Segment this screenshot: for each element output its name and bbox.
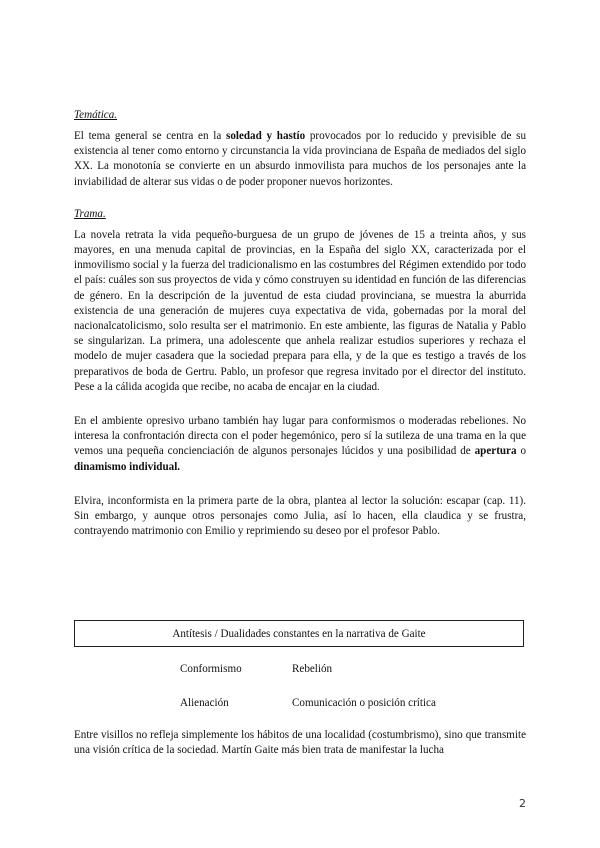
bold-soledad-hastio: soledad y hastío	[226, 130, 306, 142]
text-run: o	[516, 445, 526, 458]
page-number: 2	[519, 797, 526, 810]
antitesis-title: Antítesis / Dualidades constantes en la narrativa de Gaite	[172, 627, 426, 640]
document-body	[74, 108, 526, 539]
paragraph-trama-1: La novela retrata la vida pequeño-burguesa de un grupo de jóvenes de 15 a treinta años, y sus mayores, en una menuda capital de provincias, en la España del siglo XX, caracterizada por el inmovilismo social y la fuerza del tradicionalismo en las costumbres del Régimen extendido por todo el país: cuáles son sus proyectos de vida y cómo construyen su identidad en función de las diferencias de género. En la descripción de la juventud de esta ciudad provinciana, se muestra la aburrida existencia de una generación de mujeres cuya expectativa de vida, gobernadas por la moral del nacionalcatolicismo, solo resulta ser el matrimonio. En este ambiente, las figuras de Natalia y Pablo se singularizan. La primera, una adolescente que anhela realizar estudios superiores y rechaza el modelo de mujer casadera que la sociedad prepara para ella, y de la que es testigo a través de los preparativos de boda de Gertru. Pablo, un profesor que regresa invitado por el director del instituto. Pese a la cálida acogida que recibe, no acaba de encajar en la ciudad.	[74, 228, 526, 393]
bold-dinamismo: dinamismo individual.	[74, 460, 181, 473]
text-run: En el ambiente opresivo urbano también hay lugar para conformismos o moderadas rebeliones. No interesa la confrontación directa con el poder hegemónico, pero sí la sutileza de una trama en la que vemos una pequeña concienciación de algunos personajes lúcidos y una posibilidad de	[74, 415, 526, 458]
antitesis-left-2: Alienación	[180, 697, 229, 709]
paragraph-closing: Entre visillos no refleja simplemente los hábitos de una localidad (costumbrismo), sino que transmite una visión crítica de la sociedad. Martín Gaite más bien trata de manifestar la lucha	[74, 729, 526, 757]
paragraph-tematica	[74, 129, 526, 190]
paragraph-trama-2	[74, 414, 526, 475]
paragraph-trama-3: Elvira, inconformista en la primera parte de la obra, plantea al lector la solución: escapar (cap. 11). Sin embargo, y aunque otros personajes como Julia, así lo hacen, ella claudica y se frustra, contrayendo matrimonio con Emilio y reprimiendo su deseo por el profesor Pablo.	[74, 494, 526, 538]
antitesis-title-box	[74, 620, 524, 647]
antitesis-left-1: Conformismo	[180, 663, 242, 675]
text-run: provocados por lo reducido y previsible de su existencia al tener como entorno y circunstancia la vida provinciana de España de mediados del siglo XX. La monotonía se convierte en un absurdo inmovilista para muchos de los personajes ante la inviabilidad de alterar sus vidas o de poder proponer nuevos horizontes.	[74, 130, 526, 188]
antitesis-right-2: Comunicación o posición crítica	[292, 697, 436, 709]
bold-apertura: apertura	[474, 445, 517, 458]
antitesis-right-1: Rebelión	[292, 663, 333, 675]
heading-trama: Trama.	[74, 207, 106, 220]
text-run: El tema general se centra en la	[74, 130, 226, 142]
heading-tematica: Temática.	[74, 109, 118, 121]
